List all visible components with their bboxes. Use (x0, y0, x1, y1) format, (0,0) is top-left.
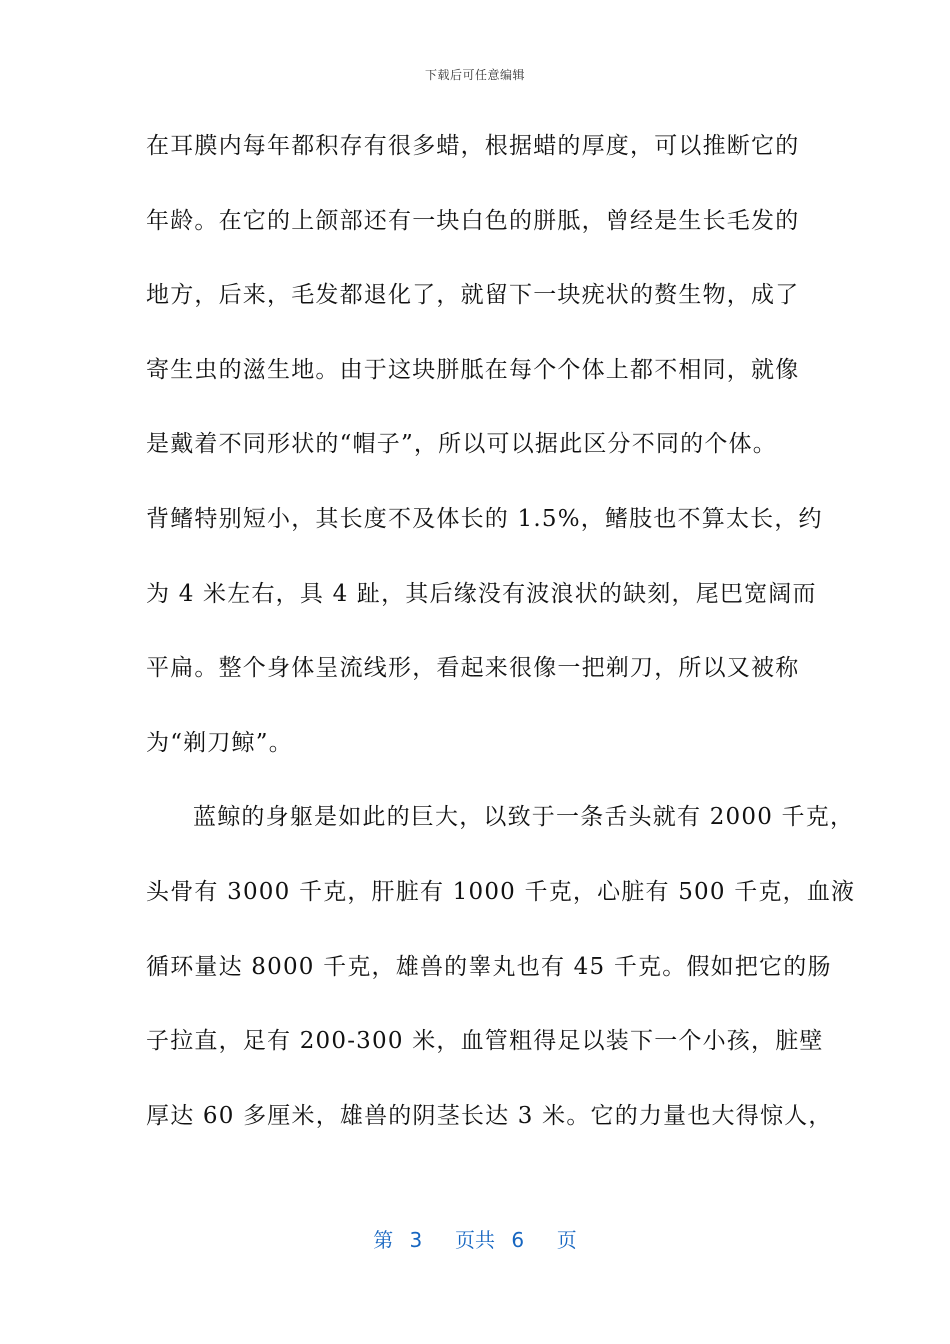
text-line: 为“剃刀鲸”。 (146, 729, 293, 756)
text-line: 循环量达 8000 千克，雄兽的睾丸也有 45 千克。假如把它的肠 (146, 953, 832, 980)
text-line: 头骨有 3000 千克，肝脏有 1000 千克，心脏有 500 千克，血液 (146, 878, 856, 905)
text-line: 年龄。在它的上颌部还有一块白色的胼胝，曾经是生长毛发的 (146, 207, 800, 234)
page-header: 下载后可任意编辑 (424, 68, 525, 82)
text-line: 子拉直，足有 200-300 米，血管粗得足以装下一个小孩，脏壁 (146, 1028, 824, 1055)
text-line: 在耳膜内每年都积存有很多蜡，根据蜡的厚度，可以推断它的 (146, 133, 800, 159)
text-line: 寄生虫的滋生地。由于这块胼胝在每个个体上都不相同，就像 (146, 356, 800, 383)
text-line: 蓝鲸的身躯是如此的巨大，以致于一条舌头就有 2000 千克， (193, 804, 855, 831)
text-line: 背鳍特别短小，其长度不及体长的 1.5%，鳍肢也不算太长，约 (146, 505, 823, 532)
text-line: 厚达 60 多厘米，雄兽的阴茎长达 3 米。它的力量也大得惊人， (146, 1102, 833, 1129)
text-line: 平扁。整个身体呈流线形，看起来很像一把剃刀，所以又被称 (146, 655, 800, 682)
page-number-footer: 第 3 页共 6 页 (373, 1228, 577, 1252)
body-text (146, 124, 856, 1168)
text-line: 地方，后来，毛发都退化了，就留下一块疣状的赘生物，成了 (146, 282, 800, 309)
text-line: 是戴着不同形状的“帽子”，所以可以据此区分不同的个体。 (146, 431, 777, 458)
text-line: 为 4 米左右，具 4 趾，其后缘没有波浪状的缺刻，尾巴宽阔而 (146, 580, 817, 607)
